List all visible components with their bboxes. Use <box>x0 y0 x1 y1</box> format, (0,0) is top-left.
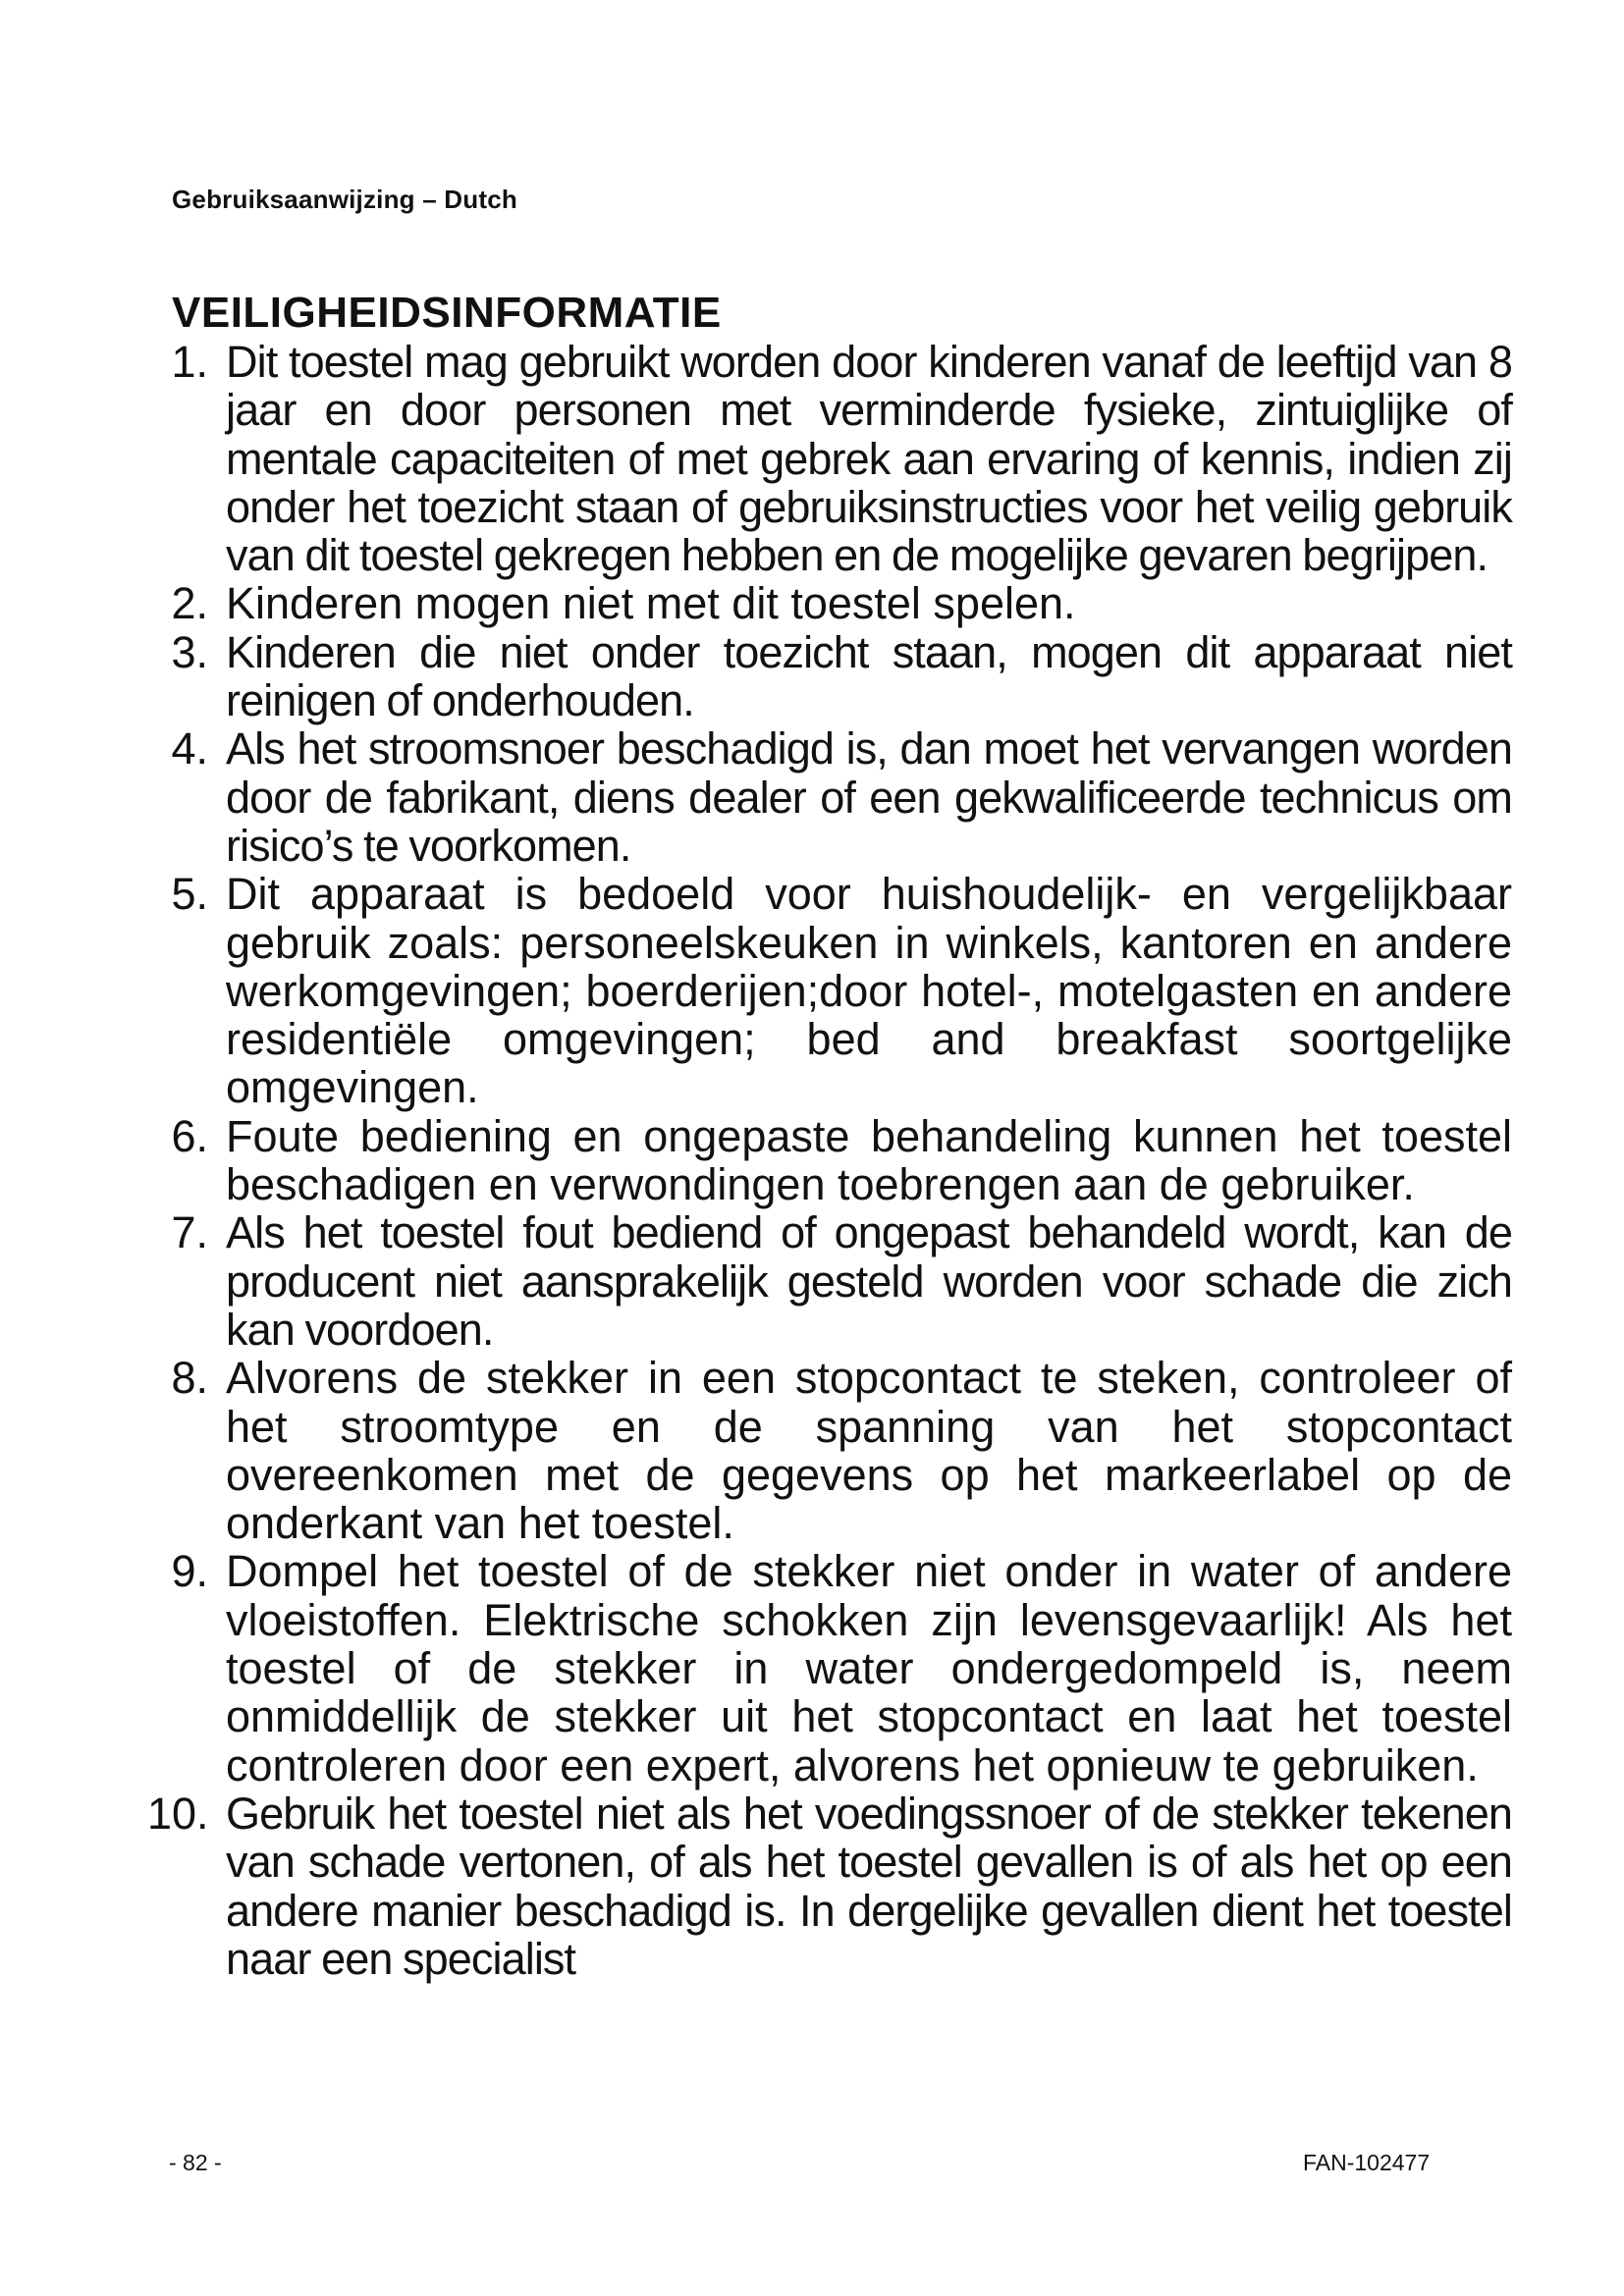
list-item-text: Dompel het toestel of de stekker niet onder in water of andere vloeistoffen. Elektrische schokken zijn levensgevaarlijk! Als het toestel of de stekker in water ondergedompeld is, neem onmiddellijk de stekker uit het stopcontact en laat het toestel controleren door een expert, alvorens het opnieuw te gebruiken. <box>226 1546 1512 1790</box>
list-item-number: 7. <box>171 1207 208 1258</box>
document-header-label: Gebruiksaanwijzing – Dutch <box>172 185 517 214</box>
list-item-text: Foute bediening en ongepaste behandeling kunnen het toestel beschadigen en verwondingen toebrengen aan de gebruiker. <box>226 1110 1512 1210</box>
list-item-text: Dit toestel mag gebruikt worden door kinderen vanaf de leeftijd van 8 jaar en door personen met verminderde fysieke, zintuiglijke of mentale capaciteiten of met gebrek aan ervaring of kennis, indien zij onder het toezicht staan of gebruiksinstructies voor het veilig gebruik van dit toestel gekregen hebben en de mogelijke gevaren begrijpen. <box>226 337 1512 581</box>
list-item-number: 6. <box>171 1110 208 1161</box>
list-item <box>147 1547 1512 1789</box>
list-item-text: Kinderen mogen niet met dit toestel spelen. <box>226 578 1076 629</box>
list-item-text: Als het stroomsnoer beschadigd is, dan moet het vervangen worden door de fabrikant, diens dealer of een gekwalificeerde technicus om risico’s te voorkomen. <box>226 723 1512 871</box>
list-item-text: Dit apparaat is bedoeld voor huishoudelijk- en vergelijkbaar gebruik zoals: personeelskeuken in winkels, kantoren en andere werkomgevingen; boerderijen;door hotel-, motelgasten en andere residentiële omgevingen; bed and breakfast soortgelijke omgevingen. <box>226 869 1512 1113</box>
list-item-number: 9. <box>171 1546 208 1597</box>
section-title: VEILIGHEIDSINFORMATIE <box>172 289 722 337</box>
list-item <box>147 1354 1512 1547</box>
list-item <box>147 1112 1512 1209</box>
model-number: FAN-102477 <box>1303 2150 1431 2175</box>
list-item-number: 3. <box>171 626 208 677</box>
list-item-number: 5. <box>171 869 208 920</box>
list-item-number: 1. <box>171 337 208 387</box>
list-item-text: Als het toestel fout bediend of ongepast behandeld wordt, kan de producent niet aansprakelijk gesteld worden voor schade die zich kan voordoen. <box>226 1207 1512 1355</box>
list-item-number: 4. <box>171 723 208 774</box>
list-item-text: Kinderen die niet onder toezicht staan, mogen dit apparaat niet reinigen of onderhouden. <box>226 626 1512 726</box>
list-item <box>147 870 1512 1111</box>
page-number: - 82 - <box>169 2150 222 2175</box>
list-item <box>147 628 1512 725</box>
list-item <box>147 579 1512 627</box>
list-item <box>147 1208 1512 1354</box>
list-item <box>147 338 1512 579</box>
list-item-text: Gebruik het toestel niet als het voedingssnoer of de stekker tekenen van schade vertonen, of als het toestel gevallen is of als het op een andere manier beschadigd is. In dergelijke gevallen dient het toestel naar een specialist <box>226 1788 1512 1984</box>
list-item-text: Alvorens de stekker in een stopcontact te steken, controleer of het stroomtype en de spanning van het stopcontact overeenkomen met de gegevens op het markeerlabel op de onderkant van het toestel. <box>226 1353 1512 1549</box>
list-item-number: 2. <box>171 578 208 629</box>
list-item-number: 10. <box>147 1788 209 1839</box>
list-item-number: 8. <box>171 1353 208 1404</box>
list-item <box>147 1789 1512 1983</box>
list-item <box>147 724 1512 870</box>
safety-list <box>147 338 1512 1983</box>
